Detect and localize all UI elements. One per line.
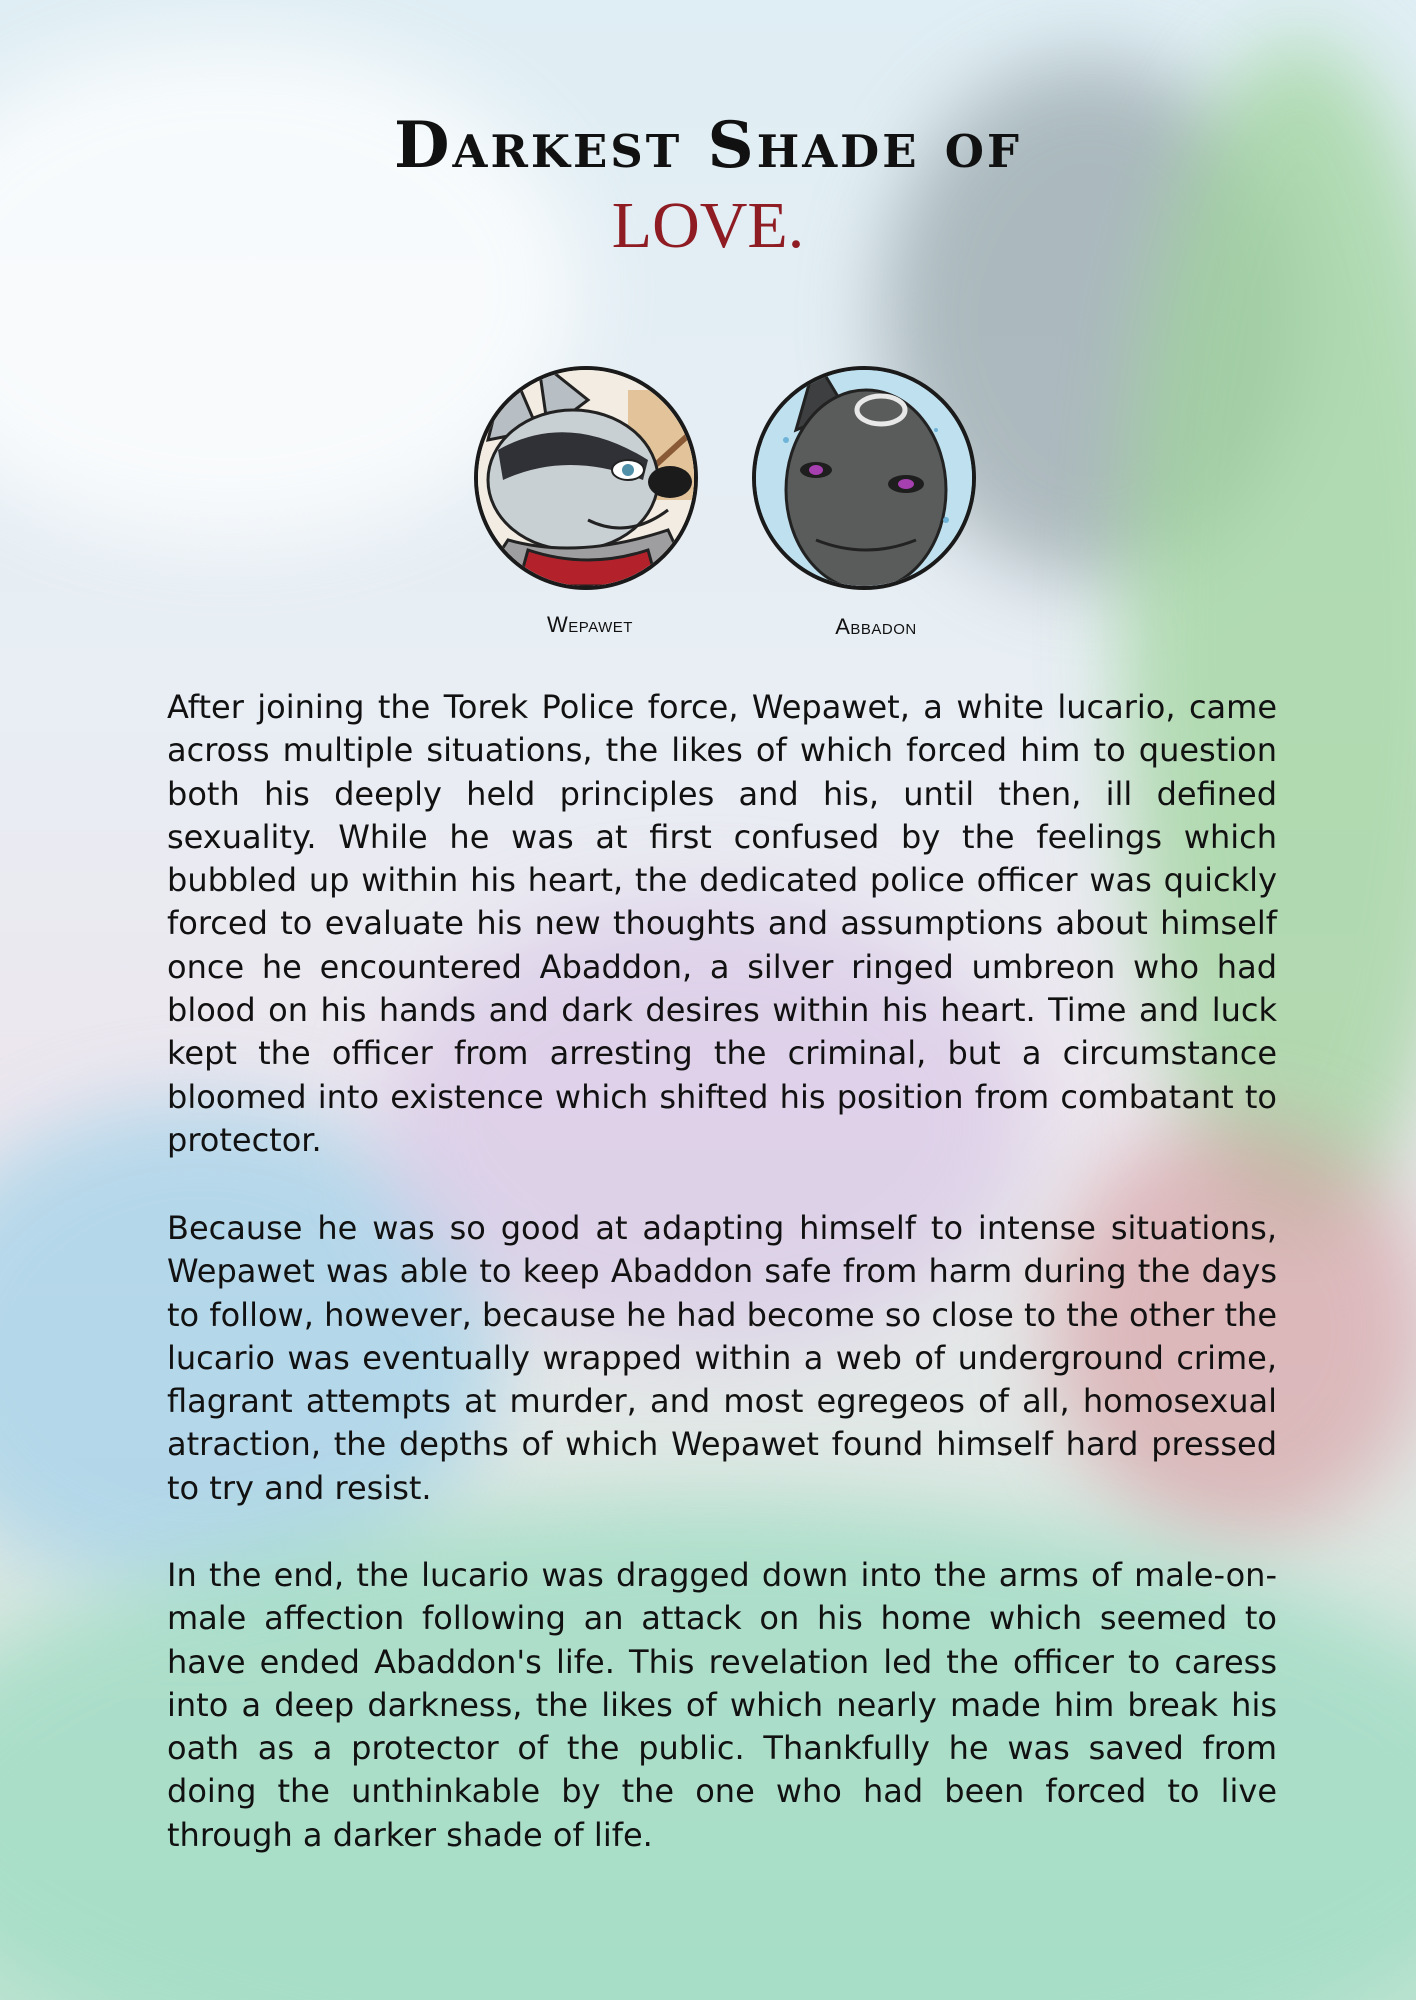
character-name-wepawet: Wepawet — [547, 612, 633, 637]
umbreon-portrait-icon — [752, 366, 976, 590]
lucario-portrait-art — [478, 370, 694, 586]
umbreon-portrait-art — [756, 370, 972, 586]
story-paragraph-1: After joining the Torek Police force, Wepawet, a white lucario, came across multiple situations, the likes of which forced him to question both his deeply held principles and his, until then, ill defined sexuality. While he was at first confused by the feelings which bubbled up within his heart, the dedicated police officer was quickly forced to evaluate his new thoughts and assumptions about himself once he encountered Abaddon, a silver ringed umbreon who had blood on his hands and dark desires within his heart. Time and luck kept the officer from arresting the criminal, but a circumstance bloomed into existence which shifted his position from combatant to protector. — [167, 688, 1277, 1159]
story-paragraph-3: In the end, the lucario was dragged down into the arms of male-on-male affection following an attack on his home which seemed to have ended Abaddon's life. This revelation led the officer to caress into a deep darkness, the likes of which nearly made him break his oath as a protector of the public. Thankfully he was saved from doing the unthinkable by the one who had been forced to live through a darker shade of life. — [167, 1556, 1277, 1854]
page-title-accent: LOVE. — [611, 189, 805, 262]
story-paragraph-2: Because he was so good at adapting himself to intense situations, Wepawet was able to keep Abaddon safe from harm during the days to follow, however, because he had become so close to the other the lucario was eventually wrapped within a web of underground crime, flagrant attempts at murder, and most egregeos of all, homosexual atraction, the depths of which Wepawet found himself hard pressed to try and resist. — [167, 1209, 1277, 1507]
character-name-abbadon: Abbadon — [835, 614, 917, 639]
page-title: Darkest Shade of — [394, 108, 1022, 183]
lucario-portrait-icon — [474, 366, 698, 590]
